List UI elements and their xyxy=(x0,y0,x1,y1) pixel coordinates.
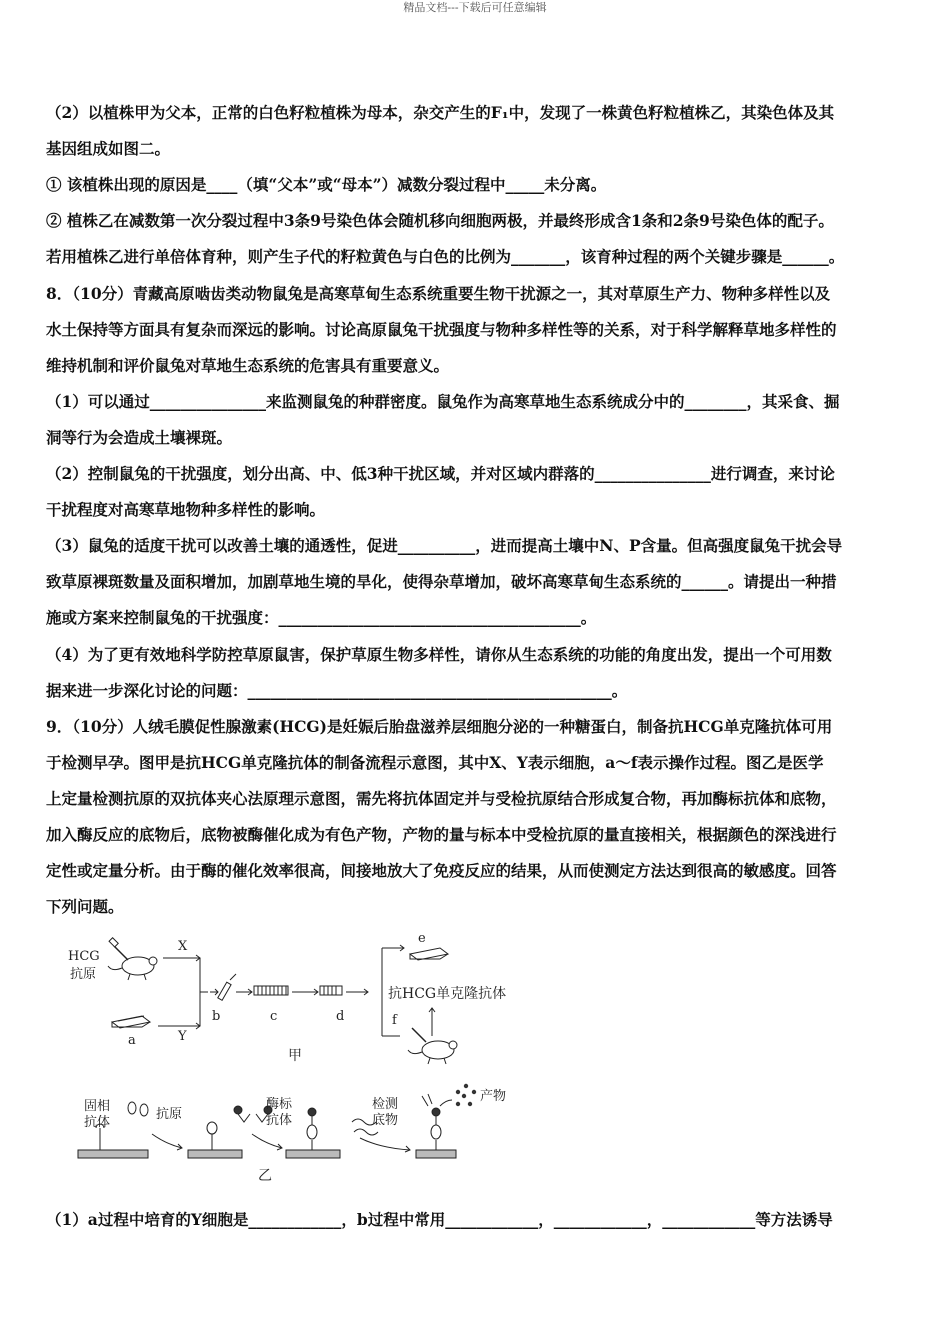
text-line: 施或方案来控制鼠兔的干扰强度：_______________________________________。 xyxy=(46,608,597,628)
antigen-icon xyxy=(128,1102,136,1114)
text-line: 若用植株乙进行单倍体育种，则产生子代的籽粒黄色与白色的比例为_______，该育种过程的两个关键步骤是______。 xyxy=(46,247,845,267)
culture-plate-icon-c xyxy=(254,986,288,995)
solid-phase-base-3 xyxy=(286,1150,340,1158)
caption-jia: 甲 xyxy=(288,1048,302,1064)
text-line: 下列问题。 xyxy=(46,897,124,917)
label-hcg: HCG xyxy=(68,949,100,964)
solid-phase-base-4 xyxy=(416,1150,456,1158)
culture-dish-icon-e xyxy=(410,948,448,960)
text-line: （2）控制鼠兔的干扰强度，划分出高、中、低3种干扰区域，并对区域内群落的_______________进行调查，来讨论 xyxy=(46,464,835,483)
text-line: 基因组成如图二。 xyxy=(46,139,171,159)
label-monoclonal-antibody: 抗HCG单克隆抗体 xyxy=(388,986,507,1002)
label-substrate-1: 检测 xyxy=(372,1097,399,1112)
question-9-part-1: （1）a过程中培育的Y细胞是____________，b过程中常用____________，____________，____________等方法诱导 xyxy=(46,1210,833,1229)
label-solid-phase-1: 固相 xyxy=(84,1099,111,1114)
text-line: ② 植株乙在减数第一次分裂过程中3条9号染色体会随机移向细胞两极，并最终形成含1条和2条9号染色体的配子。 xyxy=(46,211,834,231)
figure-yi-labels xyxy=(84,1088,506,1184)
text-line: 8．（10分）青藏高原啮齿类动物鼠兔是高寒草甸生态系统重要生物干扰源之一，其对草原生产力、物种多样性以及 xyxy=(46,283,831,303)
text-line: ① 该植株出现的原因是____（填“父本”或“母本”）减数分裂过程中_____未分离。 xyxy=(46,175,607,195)
label-e: e xyxy=(418,931,426,946)
test-tube-icon xyxy=(210,974,236,1000)
label-substrate-2: 底物 xyxy=(372,1113,399,1128)
text-line: 致草原裸斑数量及面积增加，加剧草地生境的旱化，使得杂草增加，破坏高寒草甸生态系统的______。请提出一种措 xyxy=(46,572,837,592)
text-line: 洞等行为会造成土壤裸斑。 xyxy=(46,427,233,447)
label-yi-antigen: 抗原 xyxy=(156,1107,183,1122)
text-line: 9．（10分）人绒毛膜促性腺激素(HCG)是妊娠后胎盘滋养层细胞分泌的一种糖蛋白，制备抗HCG单克隆抗体可用 xyxy=(46,716,833,736)
label-b: b xyxy=(212,1009,221,1024)
label-y: Y xyxy=(178,1029,187,1044)
label-f: f xyxy=(392,1013,397,1028)
culture-dish-icon xyxy=(112,1016,150,1028)
figure-jia-yi xyxy=(60,928,580,1188)
label-solid-phase-2: 抗体 xyxy=(84,1115,111,1130)
text-line: 上定量检测抗原的双抗体夹心法原理示意图，需先将抗体固定并与受检抗原结合形成复合物，再加酶标抗体和底物， xyxy=(46,788,837,808)
solid-phase-base-2 xyxy=(188,1150,242,1158)
label-x: X xyxy=(178,939,188,954)
label-antigen: 抗原 xyxy=(70,967,97,982)
text-line: 于检测早孕。图甲是抗HCG单克隆抗体的制备流程示意图，其中X、Y表示细胞，a～f表示操作过程。图乙是医学 xyxy=(46,752,824,772)
text-line: 据来进一步深化讨论的问题：_______________________________________________。 xyxy=(46,680,628,700)
text-line: （4）为了更有效地科学防控草原鼠害，保护草原生物多样性，请你从生态系统的功能的角度出发，提出一个可用数 xyxy=(46,644,832,664)
text-line: 干扰程度对高寒草地物种多样性的影响。 xyxy=(46,500,326,520)
solid-phase-base-1 xyxy=(78,1150,148,1158)
text-line: （3）鼠兔的适度干扰可以改善土壤的通透性，促进__________，进而提高土壤中N、P含量。但高强度鼠兔干扰会导 xyxy=(46,536,843,556)
label-enzyme-2: 抗体 xyxy=(266,1113,293,1128)
text-line: 水土保持等方面具有复杂而深远的影响。讨论高原鼠兔干扰强度与物种多样性等的关系，对于科学解释草地多样性的 xyxy=(46,319,837,339)
label-a: a xyxy=(128,1033,136,1048)
text-line: 加入酶反应的底物后，底物被酶催化成为有色产物，产物的量与标本中受检抗原的量直接相关，根据颜色的深浅进行 xyxy=(46,825,837,844)
page-header: 精品文档---下载后可任意编辑 xyxy=(403,1,547,14)
text-line: 定性或定量分析。由于酶的催化效率很高，间接地放大了免疫反应的结果，从而使测定方法达到很高的敏感度。回答 xyxy=(46,861,837,881)
label-enzyme-1: 酶标 xyxy=(266,1097,293,1112)
label-c: c xyxy=(270,1009,278,1024)
text-line: （1）可以通过_______________来监测鼠兔的种群密度。鼠兔作为高寒草地生态系统成分中的________，其采食、掘 xyxy=(46,391,840,411)
product-dots-icon xyxy=(456,1084,476,1106)
text-line: （2）以植株甲为父本，正常的白色籽粒植株为母本，杂交产生的F₁中，发现了一株黄色籽粒植株乙，其染色体及其 xyxy=(46,103,835,122)
label-product: 产物 xyxy=(480,1089,507,1104)
caption-yi: 乙 xyxy=(258,1168,272,1184)
mouse-icon xyxy=(108,938,157,980)
culture-plate-icon-d xyxy=(320,986,342,995)
text-line: 维持机制和评价鼠兔对草地生态系统的危害具有重要意义。 xyxy=(46,355,450,375)
label-d: d xyxy=(336,1009,345,1024)
